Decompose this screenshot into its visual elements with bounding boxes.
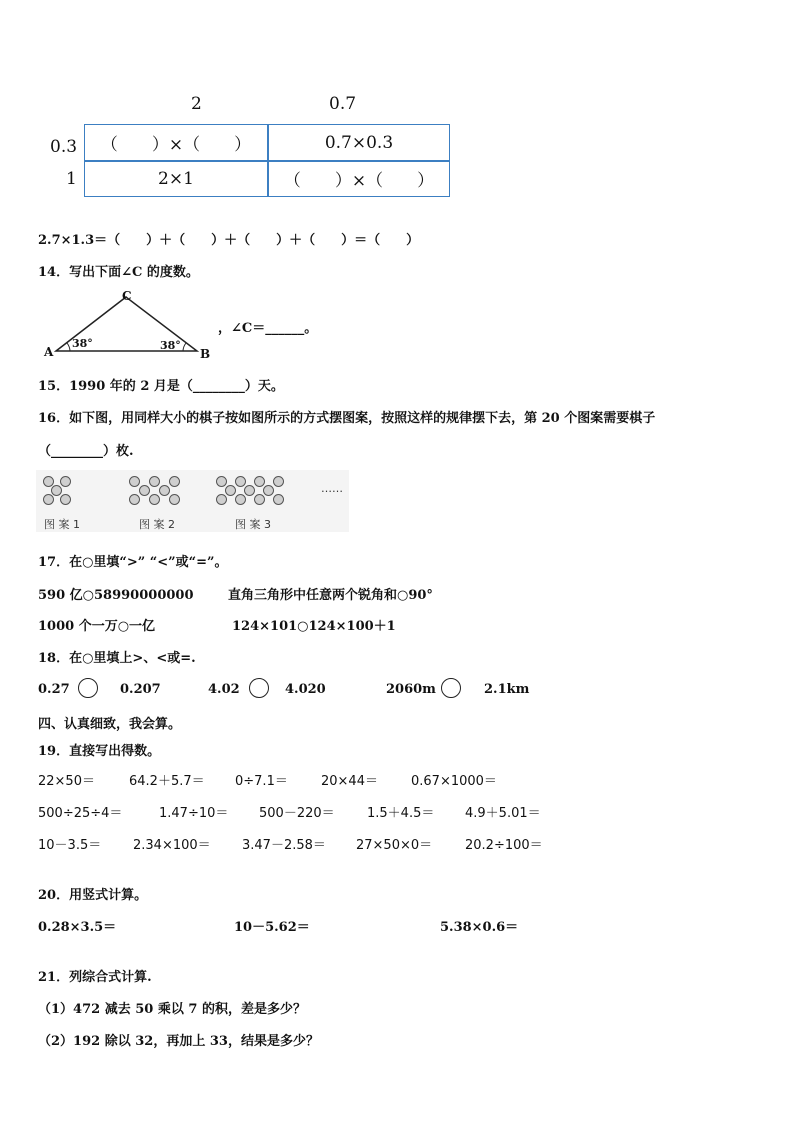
vertex-b-label: B xyxy=(200,347,211,361)
calc-item[interactable]: 4.9＋5.01＝ xyxy=(465,806,541,821)
compare-item[interactable]: 590 亿○58990000000 xyxy=(38,588,194,603)
chess-piece xyxy=(225,485,236,496)
grid-row-header-1: 0.3 xyxy=(50,137,78,157)
chess-piece xyxy=(149,494,160,505)
answer-circle[interactable] xyxy=(249,678,269,698)
chess-piece xyxy=(51,485,62,496)
question-17: 17．在○里填“>” “<”或“=”。 xyxy=(38,555,228,570)
chess-piece xyxy=(159,485,170,496)
calc-item[interactable]: 1.47÷10＝ xyxy=(159,806,229,821)
calc-item[interactable]: 500－220＝ xyxy=(259,806,335,821)
calc-item[interactable]: 3.47－2.58＝ xyxy=(242,838,326,853)
question-21: 21．列综合式计算. xyxy=(38,970,152,985)
chess-piece xyxy=(60,494,71,505)
chess-piece xyxy=(254,494,265,505)
calc-item[interactable]: 20.2÷100＝ xyxy=(465,838,543,853)
question-16: 16．如下图，用同样大小的棋子按如图所示的方式摆图案，按照这样的规律摆下去，第 20 个图案需要棋子 xyxy=(38,411,656,426)
vertex-c-label: C xyxy=(122,289,132,303)
grid-cell: 2×1 xyxy=(158,168,194,189)
question-15: 15．1990 年的 2 月是（________）天。 xyxy=(38,379,284,394)
calc-item[interactable]: 20×44＝ xyxy=(321,774,378,789)
multiplication-grid xyxy=(84,124,450,197)
vertical-calc-item[interactable]: 0.28×3.5＝ xyxy=(38,920,117,935)
chess-piece xyxy=(129,494,140,505)
calc-item[interactable]: 0÷7.1＝ xyxy=(235,774,288,789)
chess-piece xyxy=(43,494,54,505)
grid-col-header-2: 0.7 xyxy=(329,94,357,114)
calc-item[interactable]: 1.5＋4.5＝ xyxy=(367,806,435,821)
question-19: 19．直接写出得数。 xyxy=(38,744,161,759)
question-16-blank[interactable]: （________）枚. xyxy=(38,444,134,459)
chess-piece xyxy=(60,476,71,487)
grid-cell[interactable]: （ ）×（ ） xyxy=(100,135,252,155)
sum-line: 2.7×1.3＝（ ）＋（ ）＋（ ）＋（ ）＝（ ） xyxy=(38,233,420,248)
compare-right-value: 4.020 xyxy=(285,682,326,697)
vertical-calc-item[interactable]: 10－5.62＝ xyxy=(234,920,310,935)
pattern-label-2: 图 案 2 xyxy=(139,518,175,531)
angle-a-label: 38° xyxy=(72,337,93,350)
compare-left-value: 4.02 xyxy=(208,682,240,697)
calc-item[interactable]: 27×50×0＝ xyxy=(356,838,433,853)
pattern-label-3: 图 案 3 xyxy=(235,518,271,531)
chess-piece xyxy=(216,494,227,505)
calc-item[interactable]: 2.34×100＝ xyxy=(133,838,211,853)
compare-left-value: 2060m xyxy=(386,682,436,697)
chess-piece xyxy=(169,494,180,505)
calc-item[interactable]: 22×50＝ xyxy=(38,774,95,789)
word-problem-item: （1）472 减去 50 乘以 7 的积，差是多少？ xyxy=(38,1002,306,1017)
chess-piece xyxy=(129,476,140,487)
angle-c-answer[interactable]: ，∠C＝______。 xyxy=(218,321,318,336)
chess-piece xyxy=(273,476,284,487)
section-heading: 四、认真细致，我会算。 xyxy=(38,717,182,732)
pattern-ellipsis: …… xyxy=(321,482,343,495)
answer-circle[interactable] xyxy=(78,678,98,698)
compare-item[interactable]: 直角三角形中任意两个锐角和○90° xyxy=(228,588,433,603)
compare-item[interactable]: 124×101○124×100＋1 xyxy=(232,619,396,634)
compare-item[interactable]: 1000 个一万○一亿 xyxy=(38,619,156,634)
question-18: 18．在○里填上>、<或=. xyxy=(38,651,196,666)
calc-item[interactable]: 10－3.5＝ xyxy=(38,838,102,853)
angle-b-label: 38° xyxy=(160,339,181,352)
grid-col-header-1: 2 xyxy=(191,94,202,114)
chess-piece xyxy=(216,476,227,487)
word-problem-item: （2）192 除以 32，再加上 33，结果是多少？ xyxy=(38,1034,319,1049)
question-20: 20．用竖式计算。 xyxy=(38,888,148,903)
calc-item[interactable]: 64.2＋5.7＝ xyxy=(129,774,205,789)
chess-piece xyxy=(169,476,180,487)
compare-left-value: 0.27 xyxy=(38,682,70,697)
calc-item[interactable]: 0.67×1000＝ xyxy=(411,774,497,789)
chess-piece xyxy=(139,485,150,496)
grid-cell: 0.7×0.3 xyxy=(324,132,394,153)
calc-item[interactable]: 500÷25÷4＝ xyxy=(38,806,123,821)
chess-pattern-figure xyxy=(36,470,349,532)
grid-row-header-2: 1 xyxy=(66,169,77,189)
answer-circle[interactable] xyxy=(441,678,461,698)
chess-piece xyxy=(244,485,255,496)
chess-piece xyxy=(149,476,160,487)
vertical-calc-item[interactable]: 5.38×0.6＝ xyxy=(440,920,519,935)
question-14: 14．写出下面∠C 的度数。 xyxy=(38,265,199,280)
chess-piece xyxy=(273,494,284,505)
grid-cell[interactable]: （ ）×（ ） xyxy=(283,171,435,191)
compare-right-value: 2.1km xyxy=(484,682,530,697)
compare-right-value: 0.207 xyxy=(120,682,161,697)
chess-piece xyxy=(235,494,246,505)
pattern-label-1: 图 案 1 xyxy=(44,518,80,531)
chess-piece xyxy=(263,485,274,496)
chess-piece xyxy=(254,476,265,487)
chess-piece xyxy=(235,476,246,487)
vertex-a-label: A xyxy=(44,345,54,359)
